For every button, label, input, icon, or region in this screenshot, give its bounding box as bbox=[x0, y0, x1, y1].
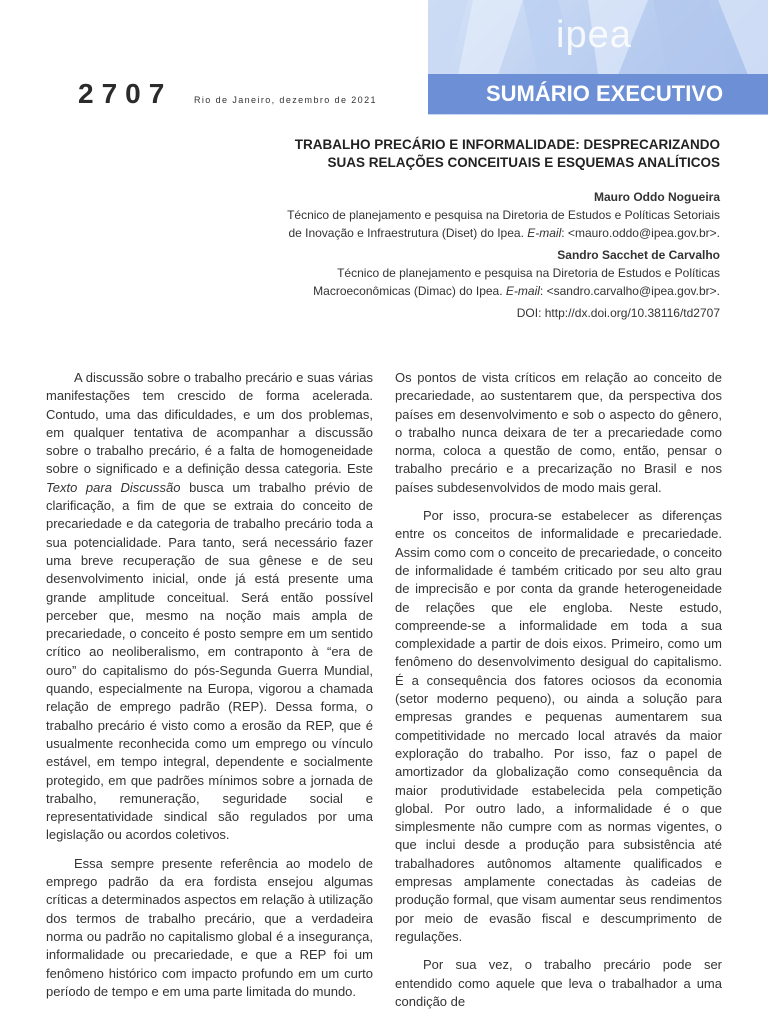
affiliation-text: Macroeconômicas (Dimac) do Ipea. bbox=[313, 284, 506, 298]
author-affiliation: Técnico de planejamento e pesquisa na Diretoria de Estudos e Políticas Setoriais bbox=[287, 208, 720, 222]
paragraph: Por sua vez, o trabalho precário pode ser entendido como aquele que leva o trabalhador a uma condição de bbox=[395, 957, 722, 1009]
email-label: E-mail bbox=[527, 226, 562, 240]
doi-link[interactable]: DOI: http://dx.doi.org/10.38116/td2707 bbox=[516, 306, 720, 320]
italic-text: Texto para Discussão bbox=[46, 479, 181, 495]
author-contact bbox=[200, 282, 720, 300]
paragraph-text: A discussão sobre o trabalho precário e suas várias manifestações tem crescido de forma acelerada. Contudo, uma das dificuldades, e um dos problemas, em qualquer tentativa de acompanhar a discussão sobre o trabalho precário, é a falta de homogeneidade sobre o significado e a definição dessa categoria. Este bbox=[46, 370, 373, 477]
right-column bbox=[395, 369, 722, 1021]
paragraph-text: busca um trabalho prévio de clarificação, a fim de que se extraia do conceito de precariedade e da categoria de trabalho precário toda a sua potencialidade. Para tanto, será necessário fazer uma breve recuperação de sua gênese e de seu desenvolvimento inicial, onde já está presente uma grande amplitude conceitual. Será então possível perceber que, mesmo na noção mais ampla de precariedade, o conceito é posto sempre em um sentido crítico ao neoliberalismo, em contraponto à “era de ouro” do capitalismo do pós-Segunda Guerra Mundial, quando, especialmente na Europa, vigorou a chamada relação de emprego padrão (REP). Dessa forma, o trabalho precário é visto como a erosão da REP, que é usualmente reconhecida como um emprego ou vínculo estável, em tempo integral, dependente e socialmente protegido, em que padrões mínimos sobre a jornada de trabalho, remuneração, seguridade social e representatividade sindical são regulados por uma legislação ou acordos coletivos. bbox=[46, 479, 374, 843]
title-line-1: TRABALHO PRECÁRIO E INFORMALIDADE: DESPRECARIZANDO bbox=[294, 137, 720, 152]
author-contact bbox=[200, 224, 720, 242]
paragraph bbox=[46, 369, 373, 845]
author-affiliation: Técnico de planejamento e pesquisa na Diretoria de Estudos e Políticas bbox=[337, 266, 720, 280]
left-column bbox=[46, 369, 373, 1011]
ipea-logo: ipea bbox=[556, 14, 632, 56]
document-title bbox=[250, 136, 720, 172]
header-banner bbox=[428, 0, 768, 115]
email-link[interactable]: : <sandro.carvalho@ipea.gov.br>. bbox=[539, 284, 720, 298]
author-1 bbox=[200, 188, 720, 242]
affiliation-text: de Inovação e Infraestrutura (Diset) do Ipea. bbox=[288, 226, 528, 240]
place-date: Rio de Janeiro, dezembro de 2021 bbox=[194, 95, 377, 105]
author-name: Sandro Sacchet de Carvalho bbox=[557, 248, 720, 262]
author-name: Mauro Oddo Nogueira bbox=[594, 190, 720, 204]
paragraph: Os pontos de vista críticos em relação ao conceito de precariedade, ao sustentarem que, da perspectiva dos países em desenvolvimento e sob o aspecto do gênero, o trabalho nunca deixara de ter a precariedade como norma, coloca a questão de como, então, pensar o trabalho precário e a precarização no Brasil e nos países subdesenvolvidos de modo mais geral. bbox=[395, 370, 722, 495]
title-line-2: SUAS RELAÇÕES CONCEITUAIS E ESQUEMAS ANALÍTICOS bbox=[327, 155, 720, 170]
series-label: SUMÁRIO EXECUTIVO bbox=[428, 74, 768, 114]
paragraph: Essa sempre presente referência ao modelo de emprego padrão da era fordista ensejou algumas críticas a determinados aspectos em relação à utilização dos termos de trabalho precário, que a verdadeira norma ou padrão no capitalismo global é a insegurança, informalidade ou precariedade, e que a REP foi um fenômeno histórico com impacto profundo em um curto período de tempo e em uma parte limitada do mundo. bbox=[46, 855, 373, 999]
author-2 bbox=[200, 246, 720, 300]
email-link[interactable]: : <mauro.oddo@ipea.gov.br>. bbox=[561, 226, 720, 240]
document-number: 2707 bbox=[78, 78, 173, 109]
paragraph: Por isso, procura-se estabelecer as diferenças entre os conceitos de informalidade e precariedade. Assim como com o conceito de precariedade, o conceito de informalidade é também criticado por seu alto grau de imprecisão e por conta da grande heterogeneidade de relações que ele engloba. Neste estudo, compreende-se a informalidade em toda a sua complexidade a partir de dois eixos. Primeiro, como um fenômeno do desenvolvimento desigual do capitalismo. É a consequência dos fatores ociosos da economia (setor moderno pequeno), ou ainda a solução para empresas grandes e pequenas aumentarem sua competitividade no mercado local através da maior exploração do trabalho. Por isso, faz o papel de amortizador da globalização como consequência da maior produtividade estabelecida pela competição global. Por outro lado, a informalidade é o que simplesmente não cumpre com as normas vigentes, o que inclui desde a produção para subsistência até trabalhadores autônomos altamente qualificados e empresas amplamente conectadas às cadeias de produção formal, que visam aumentar seus rendimentos por meio de evasão fiscal e descumprimento de regulações. bbox=[395, 508, 722, 944]
email-label: E-mail bbox=[505, 284, 540, 298]
